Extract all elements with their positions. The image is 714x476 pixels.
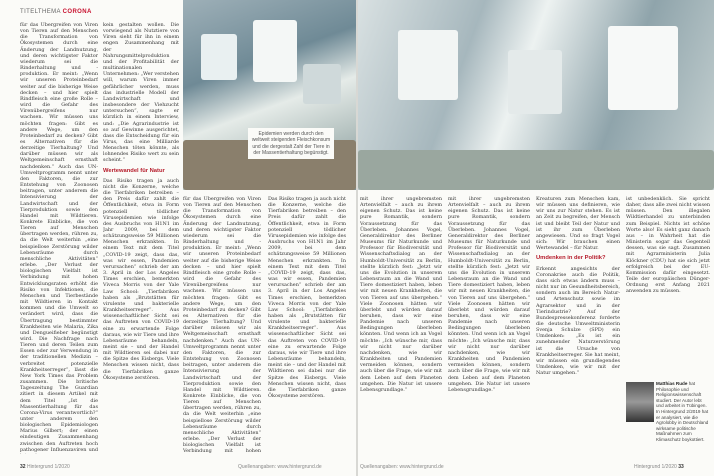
- kicker-prefix: TITELTHEMA: [20, 9, 61, 15]
- photo-workers-masks: [358, 0, 714, 190]
- article-text: Das Risiko tragen ja auch nicht die Konzerne, welche die Tierfabriken betreiben – den Preis dafür zahlt die Öffentlichkeit, etwa in Form potenziell tödlicher Virusepidemien wie infolge des Ausbruchs von H1N1 im Jahr 2009, bei dem schätzungsweise 59 Millionen Menschen erkrankten. In einem Text mit dem Titel „COVID-19 zeigt, dass das, was wir essen, Pandemien verursachen“ schrieb der am 3. April in der Los Angeles Times erschien, bemerkten Viveca Morris von der Yale Law School: „Tierfabriken haben als „Brutstätten für virulente und bakterielle Krankheitserreger“. Aus wissenschaftlicher Sicht sei das Auftreten von COVID-19 eine zu erwartende Folge daraus, wie wir Tiere und ihre Lebensräume behandeln, meint sie – und der Handel mit Wildtieren sei dabei nur die Spitze des Eisbergs. Viele Menschen wissen nicht, dass die Tierfabriken ganze Ökosysteme zerstören.: [268, 196, 346, 399]
- worker-figure: [303, 64, 341, 104]
- photo-caption: Epidemien werden durch den weltweit steigenden Fleischkonsum und die dergestalt Zahl der Tiere in der Massentierhaltung begünstigt.: [248, 128, 334, 159]
- article-text: für das Übergreifen von Viren von Tieren auf den Menschen die Transformation von Ökosystemen durch eine Änderung der Landnutzung, und deren wichtigster Faktor wiederum sei die Rinderhaltung und -produktion. Er meint: „Wenn wir unseren Proteinbedarf weiter auf die bisherige Weise decken – und hier spielt Rindfleisch eine große Rolle – wird die Gefahr des Virenübergreifens nur wachsen. Wir müssen uns möchten fragen: Gibt es andere Wege, um den Proteinbedarf zu decken? Gibt es Alternativen für die derzeitige Tierhaltung? Und darüber müssen wir als Weltgemeinschaft ernsthaft nachdenken.“ Auch das UN-Umweltprogramm nennt unter den Faktoren, die zur Entstehung von Zoonosen beitragen, unter anderem die Intensivierung der Landwirtschaft und der Tierproduktion sowie den Handel mit Wildtieren. Konkrete Einblicke, die von Tieren auf Menschen übertragen werden, rühren zu, da die Welt weiterhin „eine beispiellose Zerstörung wilder Lebensräume durch menschliche Aktivitäten“ erlebe. „Der Verlust der biologischen Vielfalt ist Verbindung mit hohen Entwicklungsraten erhöht die Risiko von Infektionen, die Menschen und Tierbestände mit Wildtieren in Kontakt kommen und die Umwelt so verändert wird, dass die Übertragung bestimmter Krankheiten wie Malaria, Zika und Dengueifieber begünstigt wird. Die Nachfrage nach Tieren und deren Teilen zum Essen oder zur Verwendung in der traditionellen Medizin – verbreitet potenzielle Krankheitserreger“, lässt die New York Times das Problem zusammen. Die britische Tageszeitung The Guardian zitiert in diesem Artikel mit dem Titel „Ist die Massentierhaltung für das Corona-Virus verantwortlich?“ unter anderem den biologischen Epidemiologen Marius Gilbert; der einen eindeutigen Zusammenhang zwischen den Auftreten hoch pathogener Influenzaviren und: [20, 22, 98, 453]
- page-footer-left: [20, 464, 70, 470]
- article-column-8: [626, 196, 710, 376]
- page-number: 32: [20, 464, 26, 470]
- article-column-4: [268, 196, 346, 454]
- article-column-5: [360, 196, 442, 454]
- magazine-issue: Hintergrund 1/2020: [634, 464, 677, 470]
- article-column-7: [536, 196, 620, 454]
- floor-area: [358, 150, 714, 190]
- author-bio: [656, 381, 710, 443]
- article-column-2: [103, 22, 179, 454]
- worker-figure: [608, 26, 678, 110]
- article-text: Das Risiko tragen ja auch nicht die Konzerne, welche die Tierfabriken betreiben – den Preis dafür zahlt die Öffentlichkeit, etwa in Form potenziell tödlicher Virusepidemien wie infolge des Ausbruchs von H1N1 im Jahr 2009, bei dem schätzungsweise 59 Millionen Menschen erkrankten. In einem Text mit dem Titel „COVID-19 zeigt, dass das, was wir essen, Pandemien verursachen“ schrieb der am 3. April in der Los Angeles Times erschien, bemerkten Viveca Morris von der Yale Law School: „Tierfabriken haben als „Brutstätten für virulente und bakterielle Krankheitserreger“. Aus wissenschaftlicher Sicht sei das Auftreten von COVID-19 eine zu erwartende Folge daraus, wie wir Tiere und ihre Lebensräume behandeln, meint sie – und der Handel mit Wildtieren sei dabei nur die Spitze des Eisbergs. Viele Menschen wissen nicht, dass die Tierfabriken ganze Ökosysteme zerstören.: [103, 177, 179, 381]
- author-name: Matthias Rude: [656, 381, 688, 386]
- article-text: Erkennt angesichts der Coronakrise auch die Politik, dass sich etwas ändern muss – nicht nur im Gesundheitsbereich, sondern auch im Bereich Natur- und Artenschutz sowie im Agrarsektor und in der Tierindustrie? Auf der Bundespressekonferenz forderte die deutsche Umweltministerin Svenja Schulze (SPD) ein Umdenken: „Es ist ein zunehmender Naturzerstörung ist die Ursache von Krankheitserreger. Sie hat meint, wir müssen ein grundlegendes Umdenken, wie wir mit der Natur umgehen.“: [536, 265, 620, 377]
- worker-figure: [201, 34, 237, 80]
- article-text: für das Übergreifen von Viren von Tieren auf den Menschen die Transformation von Ökosystemen durch eine Änderung der Landnutzung, und deren wichtigster Faktor wiederum sei die Rinderhaltung und -produktion. Er meint: „Wenn wir unseren Proteinbedarf weiter auf die bisherige Weise decken – und hier spielt Rindfleisch eine große Rolle – wird die Gefahr des Virenübergreifens nur wachsen. Wir müssen uns möchten fragen: Gibt es andere Wege, um den Proteinbedarf zu decken? Gibt es Alternativen für die derzeitige Tierhaltung? Und darüber müssen wir als Weltgemeinschaft ernsthaft nachdenken.“ Auch das UN-Umweltprogramm nennt unter den Faktoren, die zur Entstehung von Zoonosen beitragen, unter anderem die Intensivierung der Landwirtschaft und der Tierproduktion sowie den Handel mit Wildtieren. Konkrete Einblicke, die von Tieren auf Menschen übertragen werden, rühren zu, da die Welt weiterhin „eine beispiellose Zerstörung wilder Lebensräume durch menschliche Aktivitäten“ erlebe. „Der Verlust der biologischen Vielfalt ist Verbindung mit hohen: [183, 196, 261, 454]
- article-column-1: [20, 22, 98, 454]
- section-heading: Wertewandel für Natur: [103, 167, 165, 174]
- section-kicker: [20, 9, 92, 15]
- footer-source: Quellenangaben: www.hintergrund.de: [360, 464, 444, 470]
- page-footer-right: [634, 464, 684, 470]
- article-column-6: [448, 196, 530, 454]
- left-page: [0, 0, 356, 476]
- page-number: 33: [678, 464, 684, 470]
- right-page: [358, 0, 714, 476]
- author-photo: [626, 382, 654, 422]
- kicker-topic: CORONA: [62, 9, 92, 15]
- article-text: Kreaturen zum Menschen kam, wir müssen uns definieren, wie wir uns zur Natur stehen. Es ist an Zeit zu begreifen, der Mensch ist und bleibt Teil der Natur und ist ihr zum Überleben angewiesen. Und so fragt Vogel sich: Wir brauchen einen Wertewandel – für Natur.: [536, 196, 620, 252]
- article-column-3: [183, 196, 261, 454]
- worker-figure: [508, 50, 562, 114]
- footer-source: Quellenangaben: www.hintergrund.de: [238, 464, 322, 470]
- article-text: mit ihrer ungebremsten Artenvielfalt – auch zu ihrem eigenen Schutz. Das ist keine pure Romantik, sondern Voraussetzung für das Überleben. Johannes Vogel, Generaldirektor des Berliner Museums für Naturkunde und Professor für Biodiversität und Wissenschaftsdialog an der Humboldt-Universität zu Berlin, stellte kürzlich fest: „Jetzt wir uns die Evolution in unserem Lebensraum an die Wand und Tiere domestiziert haben, leben wir mit neuen Krankheiten, die von Tieren auf uns übergehen.“ Viele Zoonosen hätten wir überlebt und würden darauf beruhen, dass wir eine Pandemie nach unseren Bedingungen überleben könnten. Und wenn ich an Vogel möchte: „Ich wünsche mir, dass wir nicht nur darüber nachdenken, wie wir Krankheiten und Pandemien vermeiden können, sondern auch über die Frage, wie wir mit dem Leben auf dem Planeten umgehen. Die Natur ist unsere Lebensgrundlage.“: [360, 196, 442, 393]
- article-text: mit ihrer ungebremsten Artenvielfalt – auch zu ihrem eigenen Schutz. Das ist keine pure Romantik, sondern Voraussetzung für das Überleben. Johannes Vogel, Generaldirektor des Berliner Museums für Naturkunde und Professor für Biodiversität und Wissenschaftsdialog an der Humboldt-Universität zu Berlin, stellte kürzlich fest: „Jetzt wir uns die Evolution in unserem Lebensraum an die Wand und Tiere domestiziert haben, leben wir mit neuen Krankheiten, die von Tieren auf uns übergehen.“ Viele Zoonosen hätten wir überlebt und würden darauf beruhen, dass wir eine Pandemie nach unseren Bedingungen überleben könnten. Und wenn ich an Vogel möchte: „Ich wünsche mir, dass wir nicht nur darüber nachdenken, wie wir Krankheiten und Pandemien vermeiden können, sondern auch über die Frage, wie wir mit dem Leben auf dem Planeten umgehen. Die Natur ist unsere Lebensgrundlage.“: [448, 196, 530, 393]
- magazine-issue: Hintergrund 1/2020: [26, 464, 70, 470]
- worker-figure: [253, 20, 297, 82]
- author-description: hat Philosophie und Religionswissenschaft studiert. Der Autor lebt und arbeitet in Tübingen. In Hintergrund 2/2019 hat er analysiert, wie die Agrolobby in Deutschland wirksame politische Maßnahmen zum Klimaschutz boykottiert.: [656, 381, 709, 442]
- photo-workers-vaccination: [183, 0, 356, 190]
- article-text: ist unbedenklich. Sie spricht daher, dass alle zwei nicht wissen müssen. Den illegalen Wildtierhandel zu unterbinden zum Beispiel. Nichts ist schöne Worte also! Es sieht ganz danach aus – in Wahrheit hat die Ministerin sogar das Gegenteil dessen, was sie sagt. Zusammen mit Agrarministerin Julia Klöckner (CDU) hat sie sich jetzt erfolgreich bei der EU-Kommission dafür eingesetzt. Teile der europäischen Dünger-Ordnung erst Anfang 2021 anwenden zu müssen.: [626, 196, 710, 295]
- section-heading: Umdenken in der Politik?: [536, 255, 606, 262]
- worker-figure: [398, 30, 458, 100]
- article-text: kein gestalten wollen. Die vorwiegend als Nutztiere von Viren sieht für ihn in einem engen Zusammenhang mit der Nahrungsmittelproduktion und der Profitabilität der multinationalen Unternehmen: „Wer verstehen will, warum Viren immer gefährlicher werden, muss das industrielle Modell der Landwirtschaft und insbesondere der Viehzucht untersuchen“, sagte er kürzlich in einem Interview, und: „Die Agrarindustrie ist so auf Gewinne ausgerichtet, dass die Entscheidung für ein Virus, das eine Milliarde Menschen töten könnte, als lohnendes Risiko wert zu sein scheint.“: [103, 22, 179, 164]
